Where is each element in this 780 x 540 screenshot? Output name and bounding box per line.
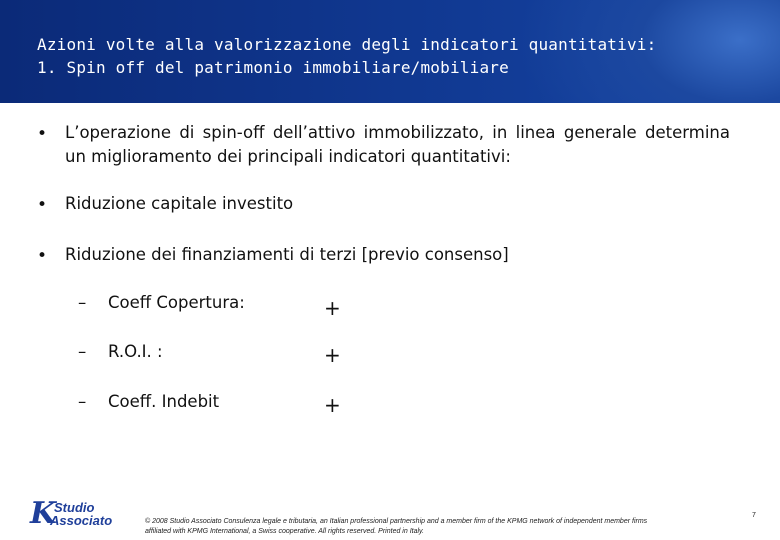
sub-item-value-copertura: +	[324, 296, 341, 320]
logo-letter-k: K	[30, 496, 57, 531]
logo-text-studio: Studio	[54, 500, 95, 515]
slide-title-line-1: Azioni volte alla valorizzazione degli indicatori quantitativi:	[37, 35, 657, 54]
bullet-marker: •	[37, 195, 48, 215]
logo-text-associato: Associato	[50, 513, 113, 528]
bullet-text-finanziamenti: Riduzione dei finanziamenti di terzi [previo consenso]	[65, 245, 509, 264]
page-number: 7	[752, 512, 756, 519]
sub-item-label-indebit: Coeff. Indebit	[108, 392, 220, 411]
bullet-text-spin-off: L’operazione di spin-off dell’attivo immobilizzato, in linea generale determina un miglioramento dei principali indicatori quantitativi:	[65, 123, 730, 166]
bullet-text-capitale: Riduzione capitale investito	[65, 194, 294, 213]
sub-item-label-roi: R.O.I. :	[108, 342, 163, 361]
footer-disclaimer: © 2008 Studio Associato Consulenza legale e tributaria, an Italian professional partnership and a member firm of the KPMG network of independent member firms affiliated with KPMG International, a Swiss cooperative. All rights reserved. Printed in Italy.	[145, 518, 648, 535]
sub-item-label-copertura: Coeff Copertura:	[108, 293, 245, 312]
kpmg-studio-logo	[30, 497, 140, 533]
bullet-marker: •	[37, 124, 48, 144]
sub-item-dash: –	[78, 293, 87, 312]
bullet-marker: •	[37, 246, 48, 266]
sub-item-value-roi: +	[324, 343, 341, 367]
sub-item-value-indebit: +	[324, 393, 341, 417]
sub-item-dash: –	[78, 342, 87, 361]
sub-item-dash: –	[78, 392, 87, 411]
slide-title-line-2: 1. Spin off del patrimonio immobiliare/mobiliare	[37, 58, 509, 77]
